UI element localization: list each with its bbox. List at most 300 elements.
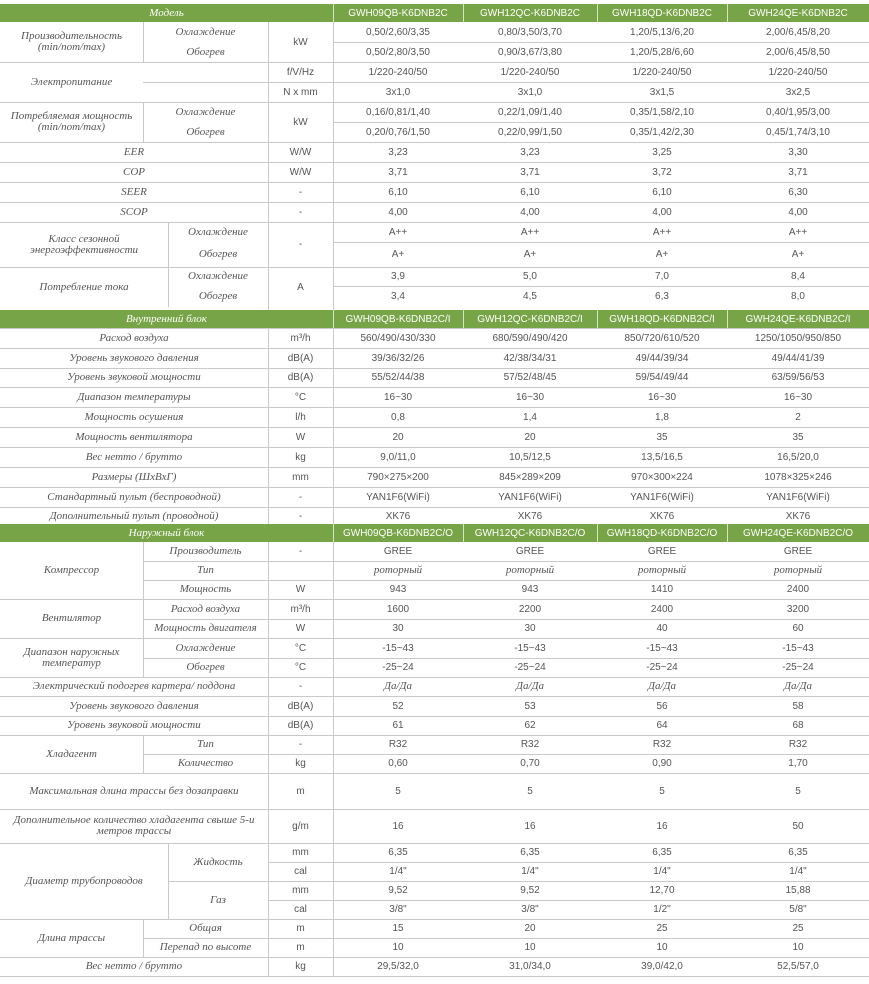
grid-line	[168, 222, 169, 242]
row-unit: dB(A)	[287, 372, 314, 383]
row-sub-label: Охлаждение	[175, 641, 236, 654]
grid-line	[168, 286, 169, 307]
value-cell: XK76	[517, 511, 543, 522]
value-cell: 64	[656, 720, 668, 731]
row-unit: mm	[292, 885, 309, 896]
value-cell: A++	[788, 226, 808, 238]
value-cell: 42/38/34/31	[503, 352, 557, 364]
grid-line	[333, 4, 334, 22]
model-name: GWH12QC-K6DNB2C/O	[474, 527, 586, 539]
value-cell: 970×300×224	[631, 471, 693, 483]
value-cell: -25~24	[782, 662, 814, 673]
value-cell: 3/8"	[521, 904, 539, 915]
value-cell: 55/52/44/38	[371, 372, 425, 383]
value-cell: 6,10	[388, 186, 408, 198]
grid-line	[463, 310, 464, 328]
value-cell: 1/2"	[653, 904, 671, 915]
grid-line	[463, 4, 464, 22]
value-cell: 5/8"	[789, 904, 807, 915]
row-label: Расход воздуха	[99, 331, 169, 344]
value-cell: 2	[795, 411, 801, 423]
row-label: Уровень звуковой мощности	[67, 719, 201, 731]
value-cell: 2200	[518, 603, 542, 615]
value-cell: роторный	[505, 564, 555, 576]
row-unit: f/V/Hz	[286, 66, 315, 78]
value-cell: A++	[520, 226, 540, 238]
value-cell: Да/Да	[783, 680, 813, 692]
row-label: Уровень звукового давления	[69, 351, 199, 364]
value-cell: R32	[788, 739, 808, 750]
row-group-label: Компрессор	[43, 564, 100, 576]
grid-line	[597, 4, 598, 22]
row-unit: -	[298, 206, 303, 218]
value-cell: 3,30	[788, 146, 808, 158]
value-cell: 4,00	[788, 206, 808, 218]
value-cell: -25~24	[646, 662, 678, 673]
value-cell: 4,00	[652, 206, 672, 218]
value-cell: 12,70	[649, 885, 675, 896]
value-cell: 10	[792, 942, 804, 953]
value-cell: 9,52	[520, 885, 540, 896]
section-title: Внутренний блок	[126, 312, 207, 325]
value-cell: XK76	[649, 511, 675, 522]
model-name: GWH09QB-K6DNB2C	[348, 7, 448, 19]
row-unit: dB(A)	[287, 352, 314, 364]
row-unit: W	[295, 584, 306, 595]
value-cell: 8,0	[791, 291, 805, 302]
model-name: GWH24QE-K6DNB2C/O	[742, 527, 854, 539]
value-cell: 3,4	[391, 291, 405, 302]
row-label: Вес нетто / брутто	[85, 960, 183, 972]
row-label: Дополнительный пульт (проводной)	[49, 510, 219, 522]
grid-line	[168, 242, 169, 267]
value-cell: 62	[524, 720, 536, 731]
value-cell: 53	[524, 700, 536, 712]
value-cell: 3,71	[520, 166, 540, 178]
grid-line	[268, 542, 269, 976]
value-cell: 0,60	[388, 758, 408, 769]
row-unit: kW	[293, 36, 308, 48]
value-cell: 30	[524, 623, 536, 634]
value-cell: 1/220-240/50	[632, 66, 692, 78]
value-cell: 16,5/20,0	[777, 451, 819, 463]
value-cell: 0,35/1,42/2,30	[630, 126, 694, 138]
value-cell: R32	[388, 739, 408, 750]
value-cell: 5	[659, 785, 665, 797]
row-unit: -	[298, 491, 303, 503]
grid-line	[143, 580, 144, 599]
value-cell: 1/220-240/50	[768, 66, 828, 78]
grid-line	[143, 919, 144, 938]
value-cell: 61	[392, 720, 404, 731]
value-cell: 3,9	[391, 271, 405, 282]
grid-line	[168, 900, 169, 919]
value-cell: 1,8	[655, 411, 669, 423]
row-unit: m³/h	[290, 603, 311, 615]
value-cell: 30	[392, 623, 404, 634]
value-cell: 0,50/2,80/3,50	[366, 46, 430, 58]
value-cell: A++	[652, 226, 672, 238]
row-unit: cal	[294, 866, 307, 877]
row-unit: g/m	[292, 820, 309, 832]
value-cell: GREE	[783, 546, 813, 557]
value-cell: 2,00/6,45/8,20	[766, 26, 830, 38]
value-cell: A+	[791, 249, 805, 260]
row-group-label: Потребляемая мощность (min/nom/max)	[10, 110, 133, 133]
row-unit	[268, 561, 333, 580]
value-cell: 57/52/48/45	[503, 372, 557, 383]
value-cell: 31,0/34,0	[509, 961, 551, 972]
model-name: GWH09QB-K6DNB2C/I	[345, 313, 451, 325]
row-label: Максимальная длина трассы без дозаправки	[29, 784, 239, 797]
value-cell: 3,72	[652, 166, 672, 178]
value-cell: 0,40/1,95/3,00	[766, 106, 830, 118]
value-cell: 3200	[786, 603, 810, 615]
value-cell: 0,90/3,67/3,80	[498, 46, 562, 58]
grid-line	[268, 328, 269, 526]
value-cell: 59/54/49/44	[635, 372, 689, 383]
row-label: Электрический подогрев картера/ поддона	[32, 680, 236, 692]
row-unit: kg	[295, 758, 306, 769]
grid-line	[143, 735, 144, 754]
value-cell: 1078×325×246	[764, 471, 832, 483]
value-cell: -15~43	[514, 642, 546, 654]
value-cell: 0,45/1,74/3,10	[766, 126, 830, 138]
value-cell: YAN1F6(WiFi)	[630, 491, 694, 503]
grid-line	[727, 524, 728, 542]
row-unit: °C	[294, 391, 307, 403]
row-sub-label: Обогрев	[186, 661, 225, 673]
value-cell: 850/720/610/520	[624, 332, 700, 344]
value-cell: 1/4"	[521, 866, 539, 877]
value-cell: 15,88	[785, 885, 811, 896]
grid-line	[333, 310, 334, 328]
value-cell: 16~30	[647, 391, 677, 403]
value-cell: 5	[795, 785, 801, 797]
row-sub-label: Перепад по высоте	[159, 941, 252, 953]
value-cell: 3/8"	[389, 904, 407, 915]
row-unit: cal	[294, 904, 307, 915]
value-cell: 56	[656, 700, 668, 712]
grid-line	[333, 542, 334, 976]
value-cell: YAN1F6(WiFi)	[498, 491, 562, 503]
value-cell: 3x1,0	[517, 86, 543, 98]
value-cell: 1410	[650, 584, 674, 595]
value-cell: -15~43	[382, 642, 414, 654]
row-unit: W	[295, 431, 306, 443]
model-name: GWH24QE-K6DNB2C	[748, 7, 848, 19]
row-sub-label: Газ	[210, 893, 226, 906]
value-cell: GREE	[515, 546, 545, 557]
value-cell: 2,00/6,45/8,50	[766, 46, 830, 58]
value-cell: -15~43	[782, 642, 814, 654]
value-cell: 6,10	[520, 186, 540, 198]
row-unit: -	[298, 186, 303, 198]
row-sub-label: Общая	[189, 922, 222, 934]
value-cell: 0,70	[520, 758, 540, 769]
value-cell: 0,22/0,99/1,50	[498, 126, 562, 138]
row-unit: -	[298, 546, 303, 557]
value-cell: 3x2,5	[785, 86, 811, 98]
value-cell: 40	[656, 623, 668, 634]
row-group-label: Диапазон наружных температур	[23, 645, 120, 669]
grid-line	[463, 524, 464, 542]
value-cell: 4,00	[388, 206, 408, 218]
value-cell: 1,4	[523, 411, 537, 423]
value-cell: 5	[395, 785, 401, 797]
value-cell: -25~24	[514, 662, 546, 673]
value-cell: 49/44/39/34	[635, 352, 689, 364]
value-cell: 29,5/32,0	[377, 961, 419, 972]
value-cell: XK76	[785, 511, 811, 522]
value-cell: 4,00	[520, 206, 540, 218]
row-sub-label: Жидкость	[193, 855, 243, 868]
value-cell: роторный	[637, 564, 687, 576]
value-cell: 9,0/11,0	[380, 451, 416, 463]
value-cell: 0,90	[652, 758, 672, 769]
value-cell: 560/490/430/330	[360, 332, 436, 344]
value-cell: 1250/1050/950/850	[754, 332, 842, 344]
grid-line	[333, 22, 334, 328]
value-cell: 16~30	[515, 391, 545, 403]
value-cell: 3,71	[388, 166, 408, 178]
value-cell: A+	[523, 249, 537, 260]
row-unit: W	[295, 623, 306, 634]
value-cell: 5,0	[523, 271, 537, 282]
grid-line	[143, 599, 144, 619]
value-cell: 0,22/1,09/1,40	[498, 106, 562, 118]
row-unit: °C	[294, 662, 307, 673]
value-cell: 3,23	[388, 146, 408, 158]
value-cell: 58	[792, 700, 804, 712]
row-sub-label: Охлаждение	[188, 225, 248, 238]
value-cell: 16~30	[783, 391, 813, 403]
row-label: COP	[123, 165, 145, 178]
value-cell: 0,8	[391, 411, 405, 423]
value-cell: 6,35	[788, 847, 808, 858]
value-cell: 20	[524, 923, 536, 934]
row-unit: N x mm	[283, 86, 318, 98]
value-cell: 35	[656, 431, 668, 443]
value-cell: 2400	[650, 603, 674, 615]
value-cell: 10	[392, 942, 404, 953]
row-unit: dB(A)	[287, 700, 314, 712]
value-cell: 4,5	[523, 291, 537, 302]
value-cell: 1/4"	[789, 866, 807, 877]
row-unit: m	[296, 785, 305, 797]
value-cell: 16	[656, 820, 668, 832]
model-name: GWH12QC-K6DNB2C	[479, 7, 581, 19]
value-cell: 49/44/41/39	[771, 352, 825, 364]
value-cell: GREE	[383, 546, 413, 557]
model-name: GWH12QC-K6DNB2C/I	[477, 313, 583, 325]
value-cell: 16	[524, 820, 536, 832]
value-cell: 7,0	[655, 271, 669, 282]
row-unit: -	[298, 681, 303, 692]
value-cell: -25~24	[382, 662, 414, 673]
value-cell: 6,30	[788, 186, 808, 198]
value-cell: 10,5/12,5	[509, 451, 551, 463]
row-unit: -	[298, 739, 303, 750]
value-cell: роторный	[373, 564, 423, 576]
section-title: Наружный блок	[128, 526, 205, 539]
row-group-label: Хладагент	[46, 747, 97, 760]
value-cell: 1,20/5,13/6,20	[630, 26, 694, 38]
row-sub-label: Обогрев	[198, 248, 238, 260]
value-cell: R32	[520, 739, 540, 750]
row-unit: mm	[292, 471, 309, 483]
value-cell: 1,20/5,28/6,60	[630, 46, 694, 58]
row-group-label: Класс сезонной энергоэффективности	[29, 232, 139, 256]
value-cell: R32	[652, 739, 672, 750]
value-cell: 6,35	[652, 847, 672, 858]
value-cell: 25	[656, 923, 668, 934]
model-name: GWH18QD-K6DNB2C	[611, 7, 713, 19]
value-cell: 52	[392, 700, 404, 712]
row-sub-label: Количество	[177, 757, 234, 769]
row-unit: dB(A)	[287, 720, 314, 731]
value-cell: 63/59/56/53	[771, 372, 825, 383]
value-cell: 1/220-240/50	[368, 66, 428, 78]
value-cell: роторный	[773, 564, 823, 576]
row-group-label: Производительность (min/nom/max)	[21, 30, 122, 53]
row-label: Стандартный пульт (беспроводной)	[47, 490, 221, 503]
row-sub-label: Мощность двигателя	[154, 622, 257, 634]
value-cell: 9,52	[388, 885, 408, 896]
grid-line	[143, 22, 144, 42]
grid-line	[143, 542, 144, 561]
value-cell: Да/Да	[647, 680, 677, 692]
value-cell: 0,35/1,58/2,10	[630, 106, 694, 118]
value-cell: 20	[392, 431, 404, 443]
row-sub-label: Обогрев	[198, 290, 238, 302]
row-group-label: Длина трассы	[37, 931, 106, 944]
value-cell: 3,71	[788, 166, 808, 178]
grid-line	[143, 754, 144, 773]
value-cell: 60	[792, 623, 804, 634]
row-label: SEER	[121, 185, 147, 198]
value-cell: 39,0/42,0	[641, 961, 683, 972]
value-cell: Да/Да	[515, 680, 545, 692]
value-cell: A+	[655, 249, 669, 260]
row-unit: °C	[294, 642, 307, 654]
row-label: Диапазон температуры	[77, 390, 191, 403]
value-cell: 6,10	[652, 186, 672, 198]
value-cell: 6,35	[520, 847, 540, 858]
grid-line	[333, 524, 334, 542]
value-cell: 1/220-240/50	[500, 66, 560, 78]
row-unit: W/W	[289, 146, 312, 158]
value-cell: 3x1,5	[649, 86, 675, 98]
row-unit: m	[296, 923, 305, 934]
value-cell: 1,70	[788, 758, 808, 769]
row-label: Дополнительное количество хладагента свыше 5-и метров трассы	[13, 814, 255, 837]
value-cell: 790×275×200	[367, 471, 429, 483]
row-label: Размеры (ШхВхГ)	[91, 470, 177, 483]
row-sub-label: Расход воздуха	[170, 602, 241, 615]
value-cell: 25	[792, 923, 804, 934]
row-label: Вес нетто / брутто	[85, 450, 183, 463]
grid-line	[168, 267, 169, 286]
value-cell: 3,23	[520, 146, 540, 158]
value-cell: 16	[392, 820, 404, 832]
row-sub-label: Обогрев	[186, 125, 225, 138]
value-cell: 10	[656, 942, 668, 953]
row-unit: m³/h	[290, 332, 311, 344]
value-cell: -15~43	[646, 642, 678, 654]
row-sub-label: Тип	[197, 564, 214, 576]
value-cell: A+	[391, 249, 405, 260]
value-cell: 943	[389, 584, 407, 595]
row-unit: W/W	[289, 166, 312, 178]
value-cell: 943	[521, 584, 539, 595]
row-label: SCOP	[120, 205, 148, 218]
value-cell: 52,5/57,0	[777, 961, 819, 972]
grid-line	[168, 881, 169, 900]
value-cell: 6,3	[655, 291, 669, 302]
value-cell: 50	[792, 820, 804, 832]
row-unit: l/h	[295, 411, 306, 423]
model-name: GWH24QE-K6DNB2C/I	[745, 313, 851, 325]
value-cell: 8,4	[791, 271, 805, 282]
model-name: GWH09QB-K6DNB2C/O	[342, 527, 454, 539]
grid-line	[143, 42, 144, 62]
row-unit: -	[298, 511, 303, 522]
grid-line	[597, 524, 598, 542]
value-cell: 845×289×209	[499, 471, 561, 483]
value-cell: 1/4"	[389, 866, 407, 877]
row-sub-label: Охлаждение	[175, 25, 236, 38]
value-cell: 1600	[386, 603, 410, 615]
grid-line	[168, 862, 169, 881]
value-cell: 10	[524, 942, 536, 953]
row-group-label: Вентилятор	[41, 612, 102, 624]
value-cell: 2400	[786, 584, 810, 595]
grid-line	[727, 4, 728, 22]
value-cell: 0,80/3,50/3,70	[498, 26, 562, 38]
value-cell: GREE	[647, 546, 677, 557]
row-sub-label: Мощность	[179, 583, 232, 595]
grid-line	[597, 310, 598, 328]
model-name: GWH18QD-K6DNB2C/I	[609, 313, 715, 325]
value-cell: 13,5/16,5	[641, 451, 683, 463]
value-cell: 0,20/0,76/1,50	[366, 126, 430, 138]
row-group-label: Диаметр трубопроводов	[25, 874, 143, 887]
value-cell: XK76	[385, 511, 411, 522]
value-cell: YAN1F6(WiFi)	[766, 491, 830, 503]
value-cell: 680/590/490/420	[492, 332, 568, 344]
value-cell: 3x1,0	[385, 86, 411, 98]
grid-line	[143, 938, 144, 957]
value-cell: Да/Да	[383, 680, 413, 692]
row-unit: kg	[295, 451, 306, 463]
grid-line	[333, 328, 334, 526]
row-sub-label: Обогрев	[186, 45, 225, 58]
value-cell: 1/4"	[653, 866, 671, 877]
grid-line	[143, 122, 144, 142]
value-cell: 5	[527, 785, 533, 797]
row-label: Мощность осушения	[84, 410, 184, 423]
section-title: Модель	[149, 6, 184, 19]
row-unit: kW	[293, 116, 308, 128]
row-unit: m	[296, 942, 305, 953]
value-cell: 6,35	[388, 847, 408, 858]
row-unit: mm	[292, 847, 309, 858]
row-label: Уровень звуковой мощности	[67, 371, 201, 383]
value-cell: 16~30	[383, 391, 413, 403]
grid-line	[143, 619, 144, 638]
grid-line	[727, 310, 728, 328]
